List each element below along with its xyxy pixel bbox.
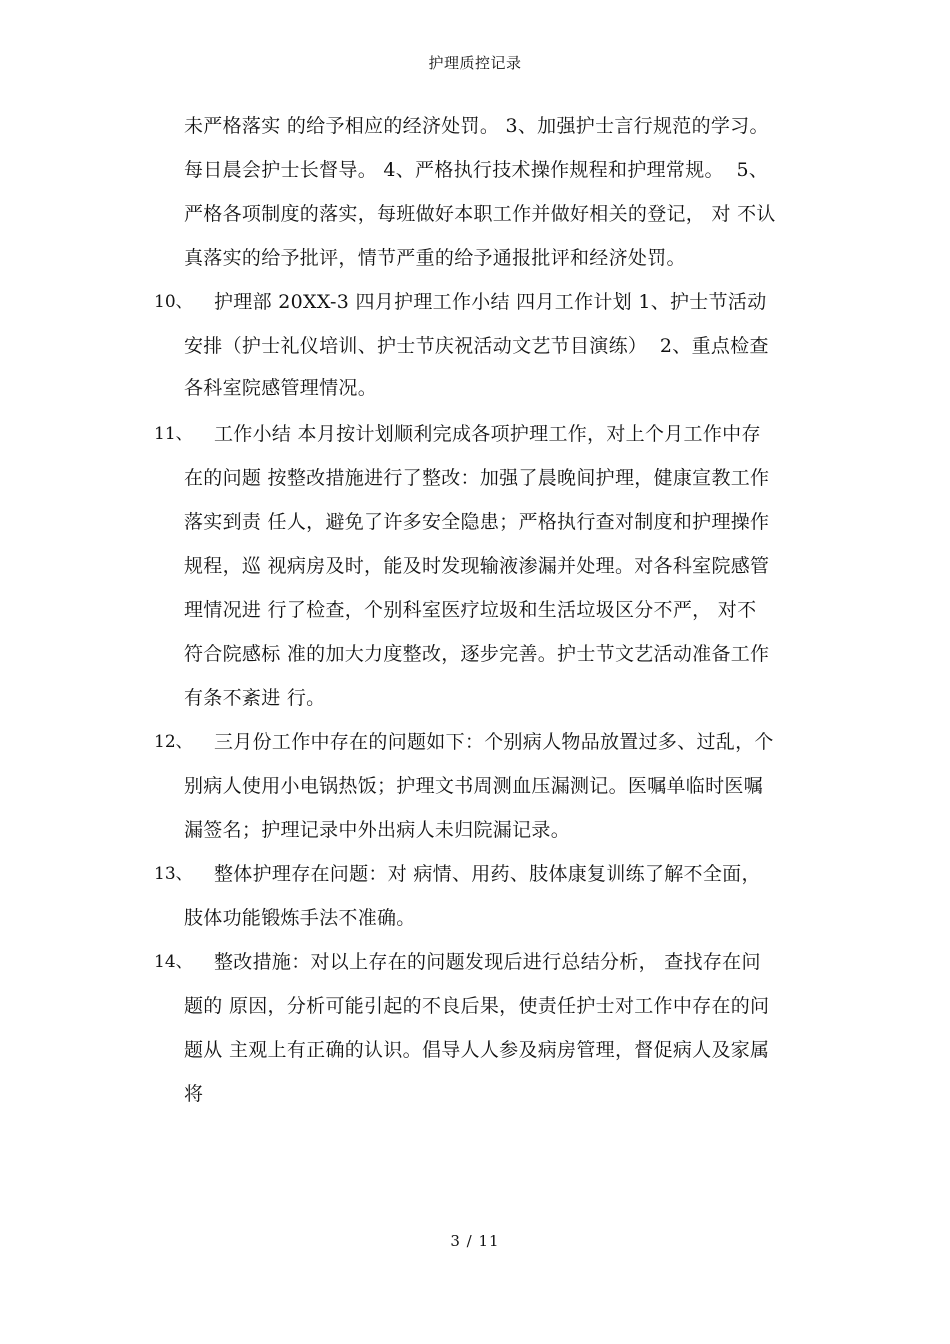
intro-line: 每日晨会护士长督导。 4、严格执行技术操作规程和护理常规。 5、 <box>184 159 769 181</box>
item-line: 安排（护士礼仪培训、护士节庆祝活动文艺节目演练） 2、重点检查 <box>184 335 769 357</box>
item-line: 护理部 20XX-3 四月护理工作小结 四月工作计划 1、护士节活动 <box>214 291 767 313</box>
item-line: 有条不紊进 行。 <box>184 687 326 709</box>
intro-line: 未严格落实 的给予相应的经济处罚。 3、加强护士言行规范的学习。 <box>184 115 769 137</box>
page-number: 3 / 11 <box>450 1232 500 1250</box>
item-line: 题从 主观上有正确的认识。倡导人人参及病房管理，督促病人及家属 <box>184 1039 770 1061</box>
item-line: 工作小结 本月按计划顺利完成各项护理工作，对上个月工作中存 <box>214 423 761 445</box>
item-line: 整改措施：对以上存在的问题发现后进行总结分析， 查找存在问 <box>214 951 761 973</box>
item-line: 漏签名；护理记录中外出病人未归院漏记录。 <box>184 819 571 841</box>
item-number: 14、 <box>154 952 193 972</box>
item-line: 别病人使用小电锅热饭；护理文书周测血压漏测记。医嘱单临时医嘱 <box>184 775 764 797</box>
item-line: 整体护理存在问题：对 病情、用药、肢体康复训练了解不全面， <box>214 863 761 885</box>
item-number: 13、 <box>154 864 193 884</box>
item-number: 12、 <box>154 732 193 752</box>
intro-line: 严格各项制度的落实，每班做好本职工作并做好相关的登记， 对 不认 <box>184 203 776 225</box>
item-line: 肢体功能锻炼手法不准确。 <box>184 907 416 929</box>
item-line: 各科室院感管理情况。 <box>184 377 378 399</box>
item-line: 符合院感标 准的加大力度整改，逐步完善。护士节文艺活动准备工作 <box>184 643 770 665</box>
item-line: 题的 原因，分析可能引起的不良后果，使责任护士对工作中存在的问 <box>184 995 770 1017</box>
item-line: 将 <box>184 1083 204 1105</box>
item-line: 在的问题 按整改措施进行了整改：加强了晨晚间护理，健康宣教工作 <box>184 467 770 489</box>
intro-line: 真落实的给予批评，情节严重的给予通报批评和经济处罚。 <box>184 247 686 269</box>
item-line: 落实到责 任人，避免了许多安全隐患；严格执行查对制度和护理操作 <box>184 511 770 533</box>
item-line: 三月份工作中存在的问题如下：个别病人物品放置过多、过乱，个 <box>214 731 774 753</box>
item-line: 规程，巡 视病房及时，能及时发现输液渗漏并处理。对各科室院感管 <box>184 555 770 577</box>
item-number: 11、 <box>154 424 193 444</box>
item-number: 10、 <box>154 292 193 312</box>
item-line: 理情况进 行了检查，个别科室医疗垃圾和生活垃圾区分不严， 对不 <box>184 599 757 621</box>
page-header-title: 护理质控记录 <box>428 54 522 72</box>
